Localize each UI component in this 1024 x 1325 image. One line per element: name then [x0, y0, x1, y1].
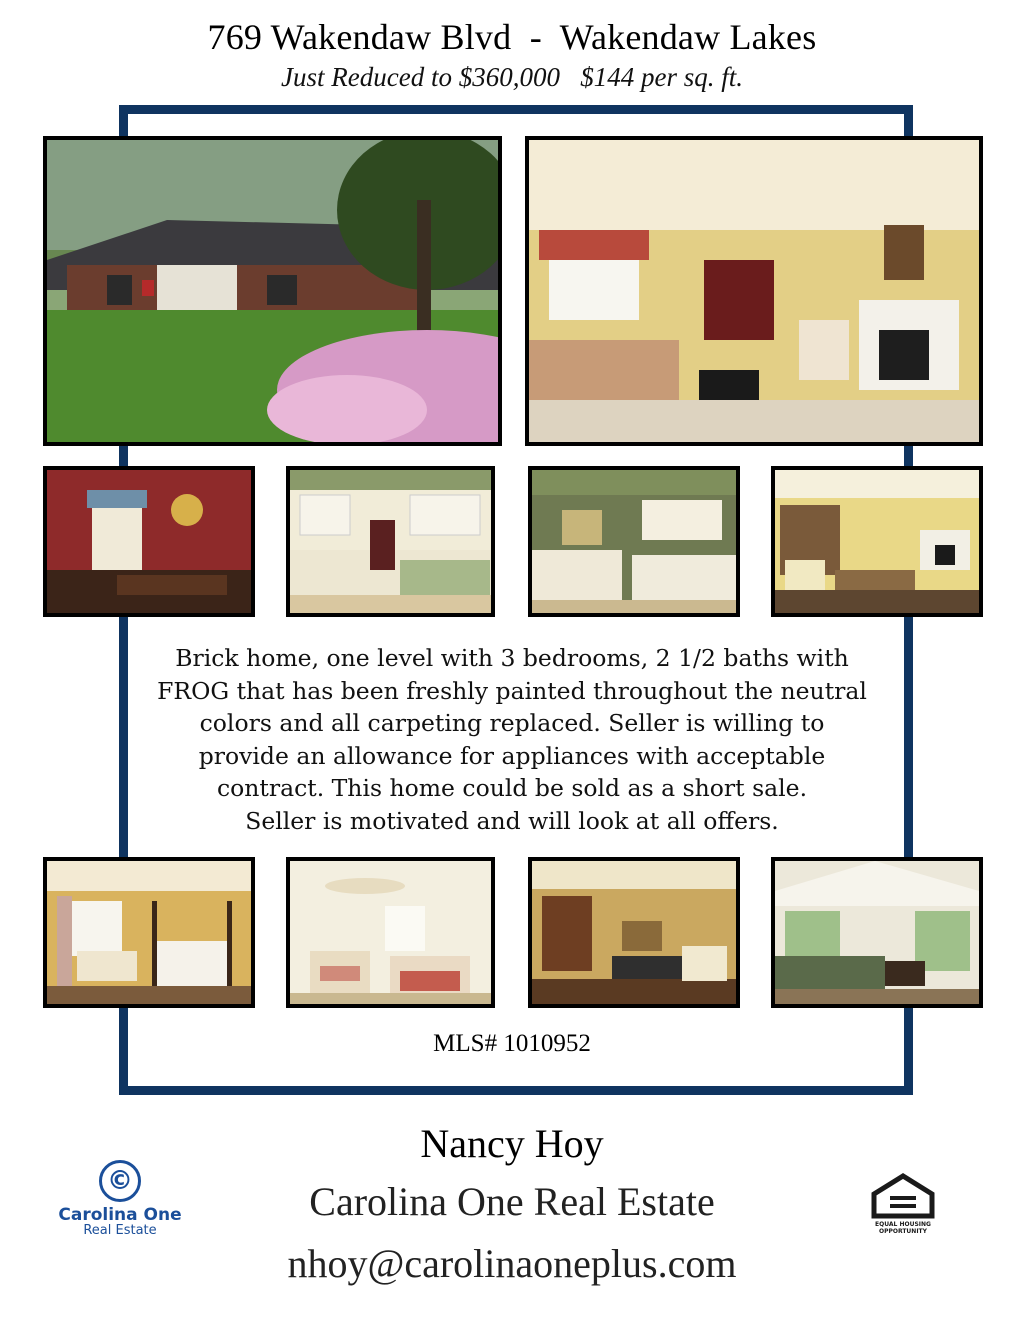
listing-title: 769 Wakendaw Blvd - Wakendaw Lakes — [207, 17, 817, 57]
kitchen-photo — [286, 466, 495, 617]
exterior-photo — [43, 136, 502, 446]
price-subtitle: Just Reduced to $360,000 $144 per sq. ft. — [281, 62, 743, 92]
mls-number: MLS# 1010952 — [433, 1030, 591, 1057]
description-line: contract. This home could be sold as a short sale. — [216, 774, 808, 802]
den-photo — [528, 857, 740, 1008]
dining-room-photo — [43, 466, 255, 617]
agent-email[interactable]: nhoy@carolinaoneplus.com — [287, 1241, 737, 1286]
description-line: provide an allowance for appliances with acceptable — [198, 741, 826, 770]
living-room-photo — [525, 136, 983, 446]
description-line: Brick home, one level with 3 bedrooms, 2 1/2 baths with — [175, 644, 849, 672]
kitchen-dining-photo — [528, 466, 740, 617]
agent-name: Nancy Hoy — [420, 1121, 604, 1166]
master-bedroom-photo — [43, 857, 255, 1008]
twin-bedroom-photo — [286, 857, 495, 1008]
description — [130, 642, 894, 837]
agent-company: Carolina One Real Estate — [309, 1179, 715, 1224]
logo-tagline: Real Estate — [83, 1223, 157, 1238]
logo-name: Carolina One — [58, 1205, 182, 1225]
copyright-circle-icon: © — [99, 1160, 141, 1202]
equal-housing-line2: OPPORTUNITY — [878, 1228, 928, 1235]
sunroom-photo — [771, 857, 983, 1008]
equal-housing-line1: EQUAL HOUSING — [875, 1221, 931, 1228]
equal-housing-icon — [870, 1172, 936, 1238]
description-line: FROG that has been freshly painted throughout the neutral — [157, 676, 867, 705]
family-room-photo — [771, 466, 983, 617]
description-line: colors and all carpeting replaced. Seller is willing to — [199, 709, 825, 737]
description-line: Seller is motivated and will look at all offers. — [245, 806, 779, 835]
